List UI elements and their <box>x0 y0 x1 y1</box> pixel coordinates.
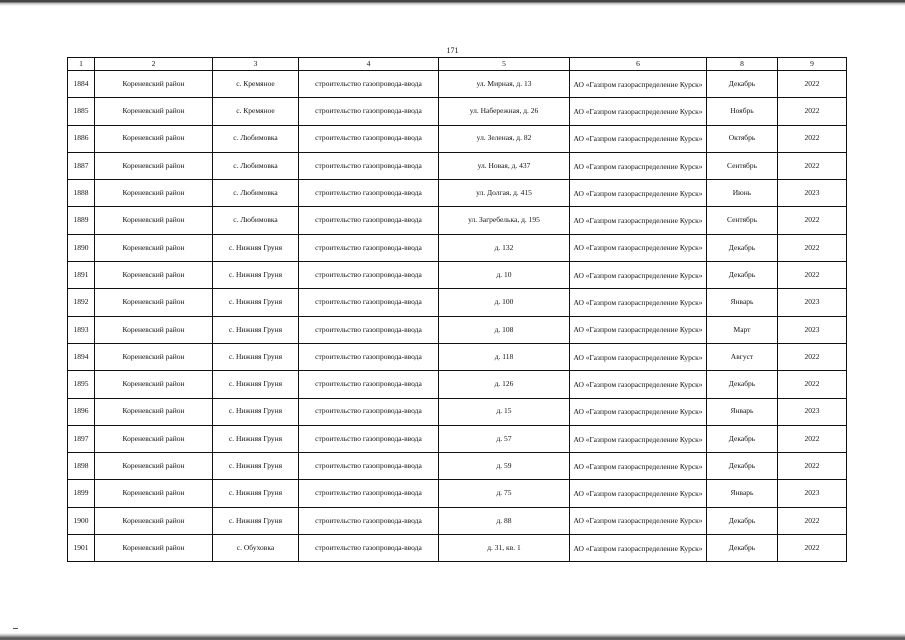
table-row <box>68 289 847 316</box>
year-cell: 2022 <box>778 343 847 370</box>
work-type-cell: строительство газопровода-ввода <box>299 316 439 343</box>
address-cell: д. 126 <box>439 371 570 398</box>
organization-cell: АО «Газпром газораспределение Курск» <box>570 262 707 289</box>
month-cell: Июнь <box>707 180 778 207</box>
row-number-cell: 1894 <box>68 343 95 370</box>
table-row <box>68 234 847 261</box>
organization-cell: АО «Газпром газораспределение Курск» <box>570 207 707 234</box>
district-cell: Кореневский район <box>95 71 213 98</box>
table-row <box>68 343 847 370</box>
month-cell: Ноябрь <box>707 98 778 125</box>
month-cell: Январь <box>707 480 778 507</box>
address-cell: д. 88 <box>439 507 570 534</box>
row-number-cell: 1890 <box>68 234 95 261</box>
column-header: 3 <box>213 58 299 71</box>
year-cell: 2022 <box>778 535 847 562</box>
locality-cell: с. Любимовка <box>213 180 299 207</box>
year-cell: 2022 <box>778 125 847 152</box>
year-cell: 2022 <box>778 152 847 179</box>
table-row <box>68 180 847 207</box>
row-number-cell: 1893 <box>68 316 95 343</box>
address-cell: д. 31, кв. 1 <box>439 535 570 562</box>
work-type-cell: строительство газопровода-ввода <box>299 535 439 562</box>
locality-cell: с. Нижняя Груня <box>213 289 299 316</box>
address-cell: ул. Мирная, д. 13 <box>439 71 570 98</box>
scan-edge-bottom <box>0 633 905 640</box>
work-type-cell: строительство газопровода-ввода <box>299 371 439 398</box>
address-cell: ул. Долгая, д. 415 <box>439 180 570 207</box>
table-row <box>68 398 847 425</box>
year-cell: 2022 <box>778 207 847 234</box>
month-cell: Декабрь <box>707 453 778 480</box>
district-cell: Кореневский район <box>95 425 213 452</box>
table-row <box>68 207 847 234</box>
month-cell: Декабрь <box>707 262 778 289</box>
row-number-cell: 1892 <box>68 289 95 316</box>
organization-cell: АО «Газпром газораспределение Курск» <box>570 180 707 207</box>
row-number-cell: 1885 <box>68 98 95 125</box>
month-cell: Октябрь <box>707 125 778 152</box>
address-cell: д. 75 <box>439 480 570 507</box>
row-number-cell: 1891 <box>68 262 95 289</box>
organization-cell: АО «Газпром газораспределение Курск» <box>570 371 707 398</box>
table-row <box>68 262 847 289</box>
month-cell: Декабрь <box>707 71 778 98</box>
year-cell: 2023 <box>778 180 847 207</box>
address-cell: д. 108 <box>439 316 570 343</box>
work-type-cell: строительство газопровода-ввода <box>299 262 439 289</box>
organization-cell: АО «Газпром газораспределение Курск» <box>570 98 707 125</box>
locality-cell: с. Нижняя Груня <box>213 398 299 425</box>
organization-cell: АО «Газпром газораспределение Курск» <box>570 234 707 261</box>
locality-cell: с. Кремяное <box>213 98 299 125</box>
organization-cell: АО «Газпром газораспределение Курск» <box>570 289 707 316</box>
locality-cell: с. Нижняя Груня <box>213 234 299 261</box>
locality-cell: с. Нижняя Груня <box>213 425 299 452</box>
table-header-row <box>68 58 847 71</box>
locality-cell: с. Нижняя Груня <box>213 262 299 289</box>
column-header: 2 <box>95 58 213 71</box>
locality-cell: с. Нижняя Груня <box>213 343 299 370</box>
address-cell: ул. Зеленая, д. 82 <box>439 125 570 152</box>
work-type-cell: строительство газопровода-ввода <box>299 398 439 425</box>
district-cell: Кореневский район <box>95 234 213 261</box>
address-cell: д. 118 <box>439 343 570 370</box>
district-cell: Кореневский район <box>95 453 213 480</box>
year-cell: 2022 <box>778 507 847 534</box>
row-number-cell: 1897 <box>68 425 95 452</box>
district-cell: Кореневский район <box>95 343 213 370</box>
work-type-cell: строительство газопровода-ввода <box>299 125 439 152</box>
locality-cell: с. Обуховка <box>213 535 299 562</box>
table-row <box>68 98 847 125</box>
row-number-cell: 1889 <box>68 207 95 234</box>
month-cell: Январь <box>707 289 778 316</box>
table-row <box>68 425 847 452</box>
district-cell: Кореневский район <box>95 371 213 398</box>
table-row <box>68 152 847 179</box>
organization-cell: АО «Газпром газораспределение Курск» <box>570 152 707 179</box>
month-cell: Декабрь <box>707 507 778 534</box>
row-number-cell: 1895 <box>68 371 95 398</box>
address-cell: д. 100 <box>439 289 570 316</box>
year-cell: 2022 <box>778 425 847 452</box>
organization-cell: АО «Газпром газораспределение Курск» <box>570 453 707 480</box>
table-row <box>68 316 847 343</box>
work-type-cell: строительство газопровода-ввода <box>299 343 439 370</box>
locality-cell: с. Любимовка <box>213 125 299 152</box>
district-cell: Кореневский район <box>95 207 213 234</box>
column-header: 6 <box>570 58 707 71</box>
gas-connection-table <box>67 57 847 562</box>
table-row <box>68 125 847 152</box>
year-cell: 2022 <box>778 453 847 480</box>
table-row <box>68 371 847 398</box>
month-cell: Декабрь <box>707 535 778 562</box>
row-number-cell: 1901 <box>68 535 95 562</box>
district-cell: Кореневский район <box>95 262 213 289</box>
row-number-cell: 1900 <box>68 507 95 534</box>
locality-cell: с. Нижняя Груня <box>213 316 299 343</box>
row-number-cell: 1896 <box>68 398 95 425</box>
work-type-cell: строительство газопровода-ввода <box>299 71 439 98</box>
district-cell: Кореневский район <box>95 289 213 316</box>
locality-cell: с. Нижняя Груня <box>213 453 299 480</box>
work-type-cell: строительство газопровода-ввода <box>299 453 439 480</box>
year-cell: 2022 <box>778 98 847 125</box>
row-number-cell: 1898 <box>68 453 95 480</box>
locality-cell: с. Нижняя Груня <box>213 371 299 398</box>
locality-cell: с. Любимовка <box>213 152 299 179</box>
locality-cell: с. Нижняя Груня <box>213 507 299 534</box>
address-cell: ул. Новая, д. 437 <box>439 152 570 179</box>
locality-cell: с. Любимовка <box>213 207 299 234</box>
address-cell: ул. Набережная, д. 26 <box>439 98 570 125</box>
column-header: 8 <box>707 58 778 71</box>
year-cell: 2022 <box>778 71 847 98</box>
organization-cell: АО «Газпром газораспределение Курск» <box>570 71 707 98</box>
table-row <box>68 453 847 480</box>
address-cell: д. 57 <box>439 425 570 452</box>
address-cell: д. 59 <box>439 453 570 480</box>
district-cell: Кореневский район <box>95 125 213 152</box>
organization-cell: АО «Газпром газораспределение Курск» <box>570 125 707 152</box>
column-header: 5 <box>439 58 570 71</box>
organization-cell: АО «Газпром газораспределение Курск» <box>570 480 707 507</box>
year-cell: 2022 <box>778 262 847 289</box>
address-cell: д. 10 <box>439 262 570 289</box>
month-cell: Декабрь <box>707 234 778 261</box>
page-number: 171 <box>446 46 459 55</box>
month-cell: Август <box>707 343 778 370</box>
table-row <box>68 71 847 98</box>
year-cell: 2023 <box>778 316 847 343</box>
district-cell: Кореневский район <box>95 180 213 207</box>
district-cell: Кореневский район <box>95 398 213 425</box>
column-header: 4 <box>299 58 439 71</box>
table-row <box>68 535 847 562</box>
work-type-cell: строительство газопровода-ввода <box>299 289 439 316</box>
year-cell: 2023 <box>778 480 847 507</box>
district-cell: Кореневский район <box>95 316 213 343</box>
row-number-cell: 1884 <box>68 71 95 98</box>
work-type-cell: строительство газопровода-ввода <box>299 152 439 179</box>
organization-cell: АО «Газпром газораспределение Курск» <box>570 398 707 425</box>
organization-cell: АО «Газпром газораспределение Курск» <box>570 343 707 370</box>
district-cell: Кореневский район <box>95 535 213 562</box>
work-type-cell: строительство газопровода-ввода <box>299 425 439 452</box>
scan-edge-top <box>0 0 905 9</box>
organization-cell: АО «Газпром газораспределение Курск» <box>570 507 707 534</box>
district-cell: Кореневский район <box>95 98 213 125</box>
table-row <box>68 480 847 507</box>
work-type-cell: строительство газопровода-ввода <box>299 207 439 234</box>
work-type-cell: строительство газопровода-ввода <box>299 480 439 507</box>
district-cell: Кореневский район <box>95 152 213 179</box>
month-cell: Январь <box>707 398 778 425</box>
locality-cell: с. Нижняя Груня <box>213 480 299 507</box>
month-cell: Март <box>707 316 778 343</box>
month-cell: Декабрь <box>707 425 778 452</box>
column-header: 9 <box>778 58 847 71</box>
month-cell: Сентябрь <box>707 207 778 234</box>
year-cell: 2023 <box>778 398 847 425</box>
work-type-cell: строительство газопровода-ввода <box>299 180 439 207</box>
organization-cell: АО «Газпром газораспределение Курск» <box>570 316 707 343</box>
column-header: 1 <box>68 58 95 71</box>
year-cell: 2023 <box>778 289 847 316</box>
row-number-cell: 1888 <box>68 180 95 207</box>
district-cell: Кореневский район <box>95 507 213 534</box>
year-cell: 2022 <box>778 371 847 398</box>
year-cell: 2022 <box>778 234 847 261</box>
work-type-cell: строительство газопровода-ввода <box>299 507 439 534</box>
row-number-cell: 1899 <box>68 480 95 507</box>
table-row <box>68 507 847 534</box>
address-cell: д. 132 <box>439 234 570 261</box>
organization-cell: АО «Газпром газораспределение Курск» <box>570 425 707 452</box>
locality-cell: с. Кремяное <box>213 71 299 98</box>
district-cell: Кореневский район <box>95 480 213 507</box>
row-number-cell: 1887 <box>68 152 95 179</box>
organization-cell: АО «Газпром газораспределение Курск» <box>570 535 707 562</box>
scan-artifact <box>13 628 18 629</box>
month-cell: Декабрь <box>707 371 778 398</box>
address-cell: д. 15 <box>439 398 570 425</box>
row-number-cell: 1886 <box>68 125 95 152</box>
month-cell: Сентябрь <box>707 152 778 179</box>
address-cell: ул. Загребелька, д. 195 <box>439 207 570 234</box>
work-type-cell: строительство газопровода-ввода <box>299 234 439 261</box>
work-type-cell: строительство газопровода-ввода <box>299 98 439 125</box>
